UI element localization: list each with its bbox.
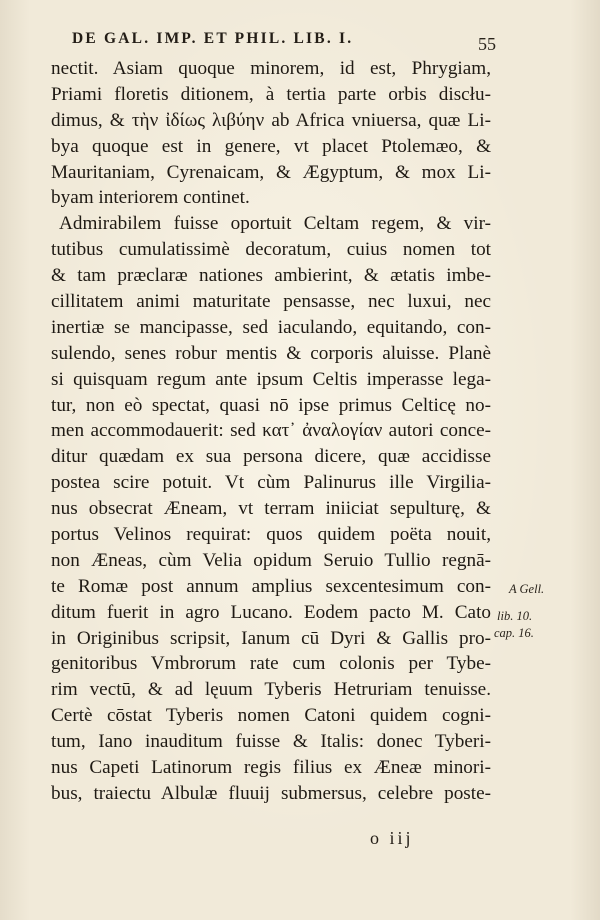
running-head: DE GAL. IMP. ET PHIL. LIB. I. <box>72 30 354 47</box>
text-line: postea scire potuit. Vt cùm Palinurus ille Virgilia- <box>51 472 491 494</box>
text-line: dimus, & τὴν ἰδίως λιβύην ab Africa vniuersa, quæ Li- <box>51 109 491 131</box>
text-line: bus, traiectu Albulæ fluuij submersus, celebre poste- <box>51 782 491 804</box>
text-line: rim vectū, & ad lęuum Tyberis Hetruriam tenuisse. <box>51 679 491 701</box>
margin-note-line: cap. 16. <box>494 626 534 640</box>
body-text <box>51 56 491 807</box>
text-line: tutibus cumulatissimè decoratum, cuius nomen tot <box>51 239 491 261</box>
text-line: Mauritaniam, Cyrenaicam, & Ægyptum, & mox Li- <box>51 161 491 183</box>
text-line: nectit. Asiam quoque minorem, id est, Phrygiam, <box>51 58 491 79</box>
page-number: 55 <box>478 34 496 54</box>
text-line: tum, Iano inauditum fuisse & Italis: donec Tyberi- <box>51 731 491 753</box>
paragraph-start-line: Admirabilem fuisse oportuit Celtam regem, & vir- <box>59 213 491 235</box>
text-line: inertiæ se mancipasse, sed iaculando, equitando, con- <box>51 316 491 338</box>
text-line: Certè cōstat Tyberis nomen Catoni quidem cogni- <box>51 705 491 727</box>
text-line: si quisquam regum ante ipsum Celtis imperasse lega- <box>51 368 491 390</box>
text-line: Priami floretis ditionem, à tertia parte orbis discłu- <box>51 83 491 105</box>
text-line: cillitatem animi maturitate pensasse, nec luxui, nec <box>51 291 491 313</box>
text-line: sulendo, senes robur mentis & corporis aluisse. Planè <box>51 342 491 364</box>
text-line: in Originibus scripsit, Ianum cū Dyri & Gallis pro- <box>51 627 491 649</box>
text-line: genitoribus Vmbrorum rate cum colonis per Tybe- <box>51 653 491 675</box>
text-line: tur, non eò spectat, quasi nō ipse primus Celticę no- <box>51 394 491 416</box>
text-line: portus Velinos requirat: quos quidem poëta nouit, <box>51 524 491 546</box>
text-line: ditur quædam ex sua persona dicere, quæ accidisse <box>51 446 491 468</box>
margin-note-line: A Gell. <box>509 582 545 596</box>
text-line: te Romæ post annum amplius sexcentesimum con- <box>51 575 491 597</box>
text-line: men accommodauerit: sed κατ᾽ ἀναλογίαν autori conce- <box>51 420 491 442</box>
signature-mark: o iij <box>370 828 414 848</box>
text-line: ditum fuerit in agro Lucano. Eodem pacto M. Cato <box>51 601 491 623</box>
text-line: & tam præclaræ nationes ambierint, & ætatis imbe- <box>51 265 491 287</box>
text-line: nus Capeti Latinorum regis filius ex Æneæ minori- <box>51 757 491 779</box>
text-line: byam interiorem continet. <box>51 187 250 209</box>
text-line: bya quoque est in genere, vt placet Ptolemæo, & <box>51 135 491 157</box>
margin-note-line: lib. 10. <box>497 609 533 623</box>
text-line: non Æneas, cùm Velia opidum Seruio Tullio regnā- <box>51 549 491 571</box>
text-line: nus obsecrat Æneam, vt terram iniiciat sepulturę, & <box>51 498 491 520</box>
